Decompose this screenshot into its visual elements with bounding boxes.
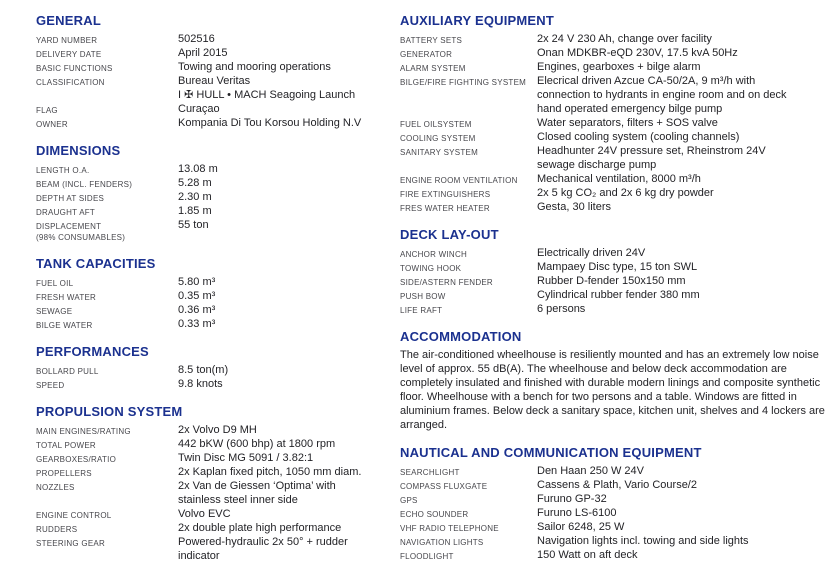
spec-label (400, 274, 537, 288)
section-title-propulsion-system: PROPULSION SYSTEM (36, 404, 183, 419)
spec-value (178, 451, 400, 465)
section-title-tank-capacities: TANK CAPACITIES (36, 256, 156, 271)
spec-value (537, 548, 828, 562)
spec-row-flag (36, 102, 400, 116)
spec-row-gearboxes-ratio (36, 451, 400, 465)
spec-label-line: LENGTH O.A. (36, 166, 90, 175)
spec-value (178, 162, 400, 176)
spec-value (178, 535, 400, 563)
spec-label (400, 548, 537, 562)
spec-value (178, 46, 400, 60)
spec-row-towing-hook (400, 260, 828, 274)
spec-label (36, 437, 178, 451)
section-propulsion-system (36, 404, 400, 563)
spec-row-anchor-winch (400, 246, 828, 260)
spec-value (537, 274, 828, 288)
spec-value (537, 302, 828, 316)
spec-value-line: connection to hydrants in engine room and on deck (537, 89, 787, 101)
spec-label-line: FRES WATER HEATER (400, 204, 490, 213)
spec-label-line: FRESH WATER (36, 293, 97, 302)
spec-label-line: ENGINE CONTROL (36, 511, 112, 520)
spec-value-line: I ✠ HULL • MACH Seagoing Launch (178, 89, 356, 101)
spec-value (178, 32, 400, 46)
spec-row-classification (36, 74, 400, 102)
left-column (36, 13, 400, 576)
spec-value-line: Mampaey Disc type, 15 ton SWL (537, 261, 698, 273)
spec-value-line: Elecrical driven Azcue CA-50/2A, 9 m³/h with (537, 75, 756, 87)
spec-value-line: Navigation lights incl. towing and side lights (537, 535, 749, 547)
spec-value-line: 0.33 m³ (178, 318, 216, 330)
spec-value-line: 8.5 ton(m) (178, 364, 229, 376)
spec-row-life-raft (400, 302, 828, 316)
spec-label (400, 478, 537, 492)
spec-row-bilge-water (36, 317, 400, 331)
spec-row-rudders (36, 521, 400, 535)
spec-value (178, 479, 400, 507)
spec-label (36, 465, 178, 479)
spec-value-line: Cassens & Plath, Vario Course/2 (537, 479, 697, 491)
spec-label-line: FLOODLIGHT (400, 552, 454, 561)
spec-label-line: BASIC FUNCTIONS (36, 64, 113, 73)
spec-label-line: ALARM SYSTEM (400, 64, 466, 73)
spec-label-line: TOWING HOOK (400, 264, 462, 273)
spec-label (36, 521, 178, 535)
spec-value (537, 60, 828, 74)
spec-label (36, 317, 178, 331)
spec-label (400, 172, 537, 186)
spec-value-line: Water separators, filters + SOS valve (537, 117, 718, 129)
spec-value-line: Towing and mooring operations (178, 61, 331, 73)
spec-label (400, 46, 537, 60)
spec-label-line: SANITARY SYSTEM (400, 148, 478, 157)
spec-value-line: Kompania Di Tou Korsou Holding N.V (178, 117, 362, 129)
spec-value-line: 0.36 m³ (178, 304, 216, 316)
spec-label (36, 303, 178, 317)
spec-value (537, 200, 828, 214)
spec-row-sewage (36, 303, 400, 317)
spec-label-line: SIDE/ASTERN FENDER (400, 278, 493, 287)
section-title-general: GENERAL (36, 13, 101, 28)
spec-label-line: PUSH BOW (400, 292, 446, 301)
spec-label (36, 162, 178, 176)
spec-label-line: BILGE WATER (36, 321, 93, 330)
spec-value-line: Furuno GP-32 (537, 493, 607, 505)
spec-label (400, 520, 537, 534)
spec-value (178, 423, 400, 437)
spec-label (400, 288, 537, 302)
spec-row-speed (36, 377, 400, 391)
spec-value (537, 260, 828, 274)
spec-label-line: DISPLACEMENT (36, 222, 102, 231)
spec-label (36, 507, 178, 521)
spec-label-line: RUDDERS (36, 525, 78, 534)
spec-label-line: VHF RADIO TELEPHONE (400, 524, 499, 533)
spec-row-navigation-lights (400, 534, 828, 548)
spec-label (36, 423, 178, 437)
spec-label-line: TOTAL POWER (36, 441, 96, 450)
spec-value-line: 0.35 m³ (178, 290, 216, 302)
spec-value-line: sewage discharge pump (537, 159, 657, 171)
spec-row-total-power (36, 437, 400, 451)
spec-value (178, 218, 400, 243)
spec-value (178, 507, 400, 521)
spec-label (400, 200, 537, 214)
spec-value-line: 13.08 m (178, 163, 218, 175)
spec-label (400, 144, 537, 172)
spec-label (36, 32, 178, 46)
spec-label-line: NOZZLES (36, 483, 75, 492)
spec-label-line: STEERING GEAR (36, 539, 106, 548)
spec-label (36, 377, 178, 391)
spec-value (178, 363, 400, 377)
spec-value-line: Gesta, 30 liters (537, 201, 611, 213)
spec-value (178, 60, 400, 74)
spec-value (537, 46, 828, 60)
spec-label (36, 46, 178, 60)
spec-label (400, 130, 537, 144)
spec-value (537, 130, 828, 144)
spec-value (178, 204, 400, 218)
spec-value-line: 2x 24 V 230 Ah, change over facility (537, 33, 712, 45)
spec-label-line: GPS (400, 496, 418, 505)
spec-value (537, 172, 828, 186)
spec-label-line: DRAUGHT AFT (36, 208, 96, 217)
spec-value (178, 102, 400, 116)
spec-label (36, 535, 178, 563)
spec-label (400, 464, 537, 478)
spec-label-line: YARD NUMBER (36, 36, 98, 45)
spec-row-length-o-a (36, 162, 400, 176)
spec-value (537, 116, 828, 130)
spec-label (36, 190, 178, 204)
spec-row-fres-water-heater (400, 200, 828, 214)
spec-label-line: ANCHOR WINCH (400, 250, 467, 259)
spec-value (537, 288, 828, 302)
spec-label (36, 451, 178, 465)
spec-value-line: 2.30 m (178, 191, 212, 203)
spec-label (400, 32, 537, 46)
spec-label-line: BILGE/FIRE FIGHTING SYSTEM (400, 78, 527, 87)
spec-row-searchlight (400, 464, 828, 478)
spec-value-line: Rubber D-fender 150x150 mm (537, 275, 686, 287)
spec-row-nozzles (36, 479, 400, 507)
spec-label-line: COMPASS FLUXGATE (400, 482, 488, 491)
spec-label (36, 60, 178, 74)
accommodation-text: The air-conditioned wheelhouse is resiliently mounted and has an extremely low noise level of approx. 55 dB(A). The wheelhouse and below deck accommodation are completely insulated and finished with durable modern linings and composite synthetic floor. Wheelhouse with a bench for two persons and a table. Windows are fitted in aluminium frames. Below deck a sanitary space, kitchen unit, shelves and 4 lockers are arranged. (400, 349, 825, 431)
spec-value (178, 437, 400, 451)
spec-label (36, 204, 178, 218)
section-title-performances: PERFORMANCES (36, 344, 149, 359)
spec-label-line: OWNER (36, 120, 68, 129)
spec-label-line: FUEL OILSYSTEM (400, 120, 472, 129)
spec-label-line: FLAG (36, 106, 58, 115)
spec-value-line: 5.80 m³ (178, 276, 216, 288)
section-deck-lay-out (400, 227, 828, 316)
spec-value-line: Onan MDKBR-eQD 230V, 17.5 kvA 50Hz (537, 47, 738, 59)
spec-label (36, 102, 178, 116)
spec-label (400, 492, 537, 506)
spec-label-line: SPEED (36, 381, 65, 390)
spec-value (178, 289, 400, 303)
spec-value (178, 465, 400, 479)
spec-value-line: Curaçao (178, 103, 220, 115)
spec-value-line: Twin Disc MG 5091 / 3.82:1 (178, 452, 314, 464)
spec-row-echo-sounder (400, 506, 828, 520)
spec-row-fresh-water (36, 289, 400, 303)
section-title-accommodation: ACCOMMODATION (400, 329, 522, 344)
spec-row-alarm-system (400, 60, 828, 74)
spec-value-line: Electrically driven 24V (537, 247, 646, 259)
spec-value-line: stainless steel inner side (178, 494, 298, 506)
spec-value-line: 55 ton (178, 219, 209, 231)
spec-label (400, 60, 537, 74)
spec-value-line: April 2015 (178, 47, 228, 59)
spec-label (400, 186, 537, 200)
spec-value (537, 506, 828, 520)
spec-row-battery-sets (400, 32, 828, 46)
spec-row-yard-number (36, 32, 400, 46)
spec-value-line: 2x double plate high performance (178, 522, 342, 534)
spec-label (400, 302, 537, 316)
section-accommodation (400, 329, 828, 432)
spec-value-line: 2x Van de Giessen ‘Optima’ with (178, 480, 336, 492)
spec-label-line: ENGINE ROOM VENTILATION (400, 176, 518, 185)
spec-label-line: GEARBOXES/RATIO (36, 455, 117, 464)
spec-value-line: hand operated emergency bilge pump (537, 103, 723, 115)
spec-row-side-astern-fender (400, 274, 828, 288)
spec-row-main-engines-rating (36, 423, 400, 437)
spec-value (178, 74, 400, 102)
section-title-dimensions: DIMENSIONS (36, 143, 121, 158)
spec-label-line: BEAM (INCL. FENDERS) (36, 180, 133, 189)
section-dimensions (36, 143, 400, 243)
spec-value (537, 520, 828, 534)
spec-value (537, 478, 828, 492)
spec-value-line: Cylindrical rubber fender 380 mm (537, 289, 700, 301)
spec-label (36, 176, 178, 190)
spec-label (36, 363, 178, 377)
spec-value-line: Furuno LS-6100 (537, 507, 617, 519)
spec-label-line: COOLING SYSTEM (400, 134, 476, 143)
section-auxiliary-equipment (400, 13, 828, 214)
spec-label-line: MAIN ENGINES/RATING (36, 427, 131, 436)
spec-label (36, 275, 178, 289)
spec-row-steering-gear (36, 535, 400, 563)
section-performances (36, 344, 400, 391)
spec-row-delivery-date (36, 46, 400, 60)
spec-label (400, 246, 537, 260)
spec-label (36, 289, 178, 303)
spec-row-engine-control (36, 507, 400, 521)
spec-value (178, 275, 400, 289)
spec-value-line: 150 Watt on aft deck (537, 549, 638, 561)
section-title-auxiliary-equipment: AUXILIARY EQUIPMENT (400, 13, 555, 28)
spec-row-push-bow (400, 288, 828, 302)
spec-value-line: 5.28 m (178, 177, 212, 189)
spec-value-line: Headhunter 24V pressure set, Rheinstrom 24V (537, 145, 766, 157)
section-general (36, 13, 400, 130)
spec-label (400, 116, 537, 130)
section-title-nautical-and-communication-equipment: NAUTICAL AND COMMUNICATION EQUIPMENT (400, 445, 702, 460)
spec-value (178, 377, 400, 391)
spec-row-basic-functions (36, 60, 400, 74)
spec-value-line: 6 persons (537, 303, 586, 315)
spec-label-line: NAVIGATION LIGHTS (400, 538, 484, 547)
spec-value-line: Mechanical ventilation, 8000 m³/h (537, 173, 701, 185)
spec-label (36, 479, 178, 507)
spec-value-line: 442 bKW (600 bhp) at 1800 rpm (178, 438, 336, 450)
spec-value-line: 1.85 m (178, 205, 212, 217)
spec-value (178, 303, 400, 317)
spec-label-line: LIFE RAFT (400, 306, 443, 315)
spec-value (537, 144, 828, 172)
spec-label-line: SEWAGE (36, 307, 73, 316)
spec-label-line: (98% CONSUMABLES) (36, 233, 126, 242)
spec-value (537, 246, 828, 260)
spec-label-line: DEPTH AT SIDES (36, 194, 105, 203)
spec-value (537, 464, 828, 478)
spec-value-line: Volvo EVC (178, 508, 231, 520)
spec-row-fuel-oil (36, 275, 400, 289)
section-nautical-and-communication-equipment (400, 445, 828, 562)
spec-label (400, 534, 537, 548)
spec-label-line: BATTERY SETS (400, 36, 463, 45)
spec-row-bilge-fire-fighting-system (400, 74, 828, 116)
spec-label (36, 218, 178, 243)
spec-row-propellers (36, 465, 400, 479)
spec-label-line: SEARCHLIGHT (400, 468, 460, 477)
spec-value-line: 2x Kaplan fixed pitch, 1050 mm diam. (178, 466, 362, 478)
spec-row-owner (36, 116, 400, 130)
spec-value-line: 2x 5 kg CO₂ and 2x 6 kg dry powder (537, 187, 714, 199)
spec-label (400, 260, 537, 274)
spec-label-line: PROPELLERS (36, 469, 92, 478)
spec-row-fuel-oilsystem (400, 116, 828, 130)
spec-value (178, 116, 400, 130)
spec-value (178, 521, 400, 535)
spec-value (537, 186, 828, 200)
spec-label-line: FIRE EXTINGUISHERS (400, 190, 491, 199)
spec-label-line: BOLLARD PULL (36, 367, 99, 376)
spec-value-line: 502516 (178, 33, 215, 45)
spec-value (537, 534, 828, 548)
spec-row-displacement (36, 218, 400, 243)
section-tank-capacities (36, 256, 400, 331)
spec-label (36, 74, 178, 102)
spec-label-line: ECHO SOUNDER (400, 510, 469, 519)
spec-value-line: Sailor 6248, 25 W (537, 521, 625, 533)
spec-row-compass-fluxgate (400, 478, 828, 492)
spec-value (537, 32, 828, 46)
spec-label-line: DELIVERY DATE (36, 50, 102, 59)
spec-value (537, 74, 828, 116)
spec-row-fire-extinguishers (400, 186, 828, 200)
spec-value-line: Engines, gearboxes + bilge alarm (537, 61, 701, 73)
spec-value (178, 176, 400, 190)
spec-value-line: Den Haan 250 W 24V (537, 465, 645, 477)
spec-label-line: FUEL OIL (36, 279, 74, 288)
spec-value-line: Closed cooling system (cooling channels) (537, 131, 740, 143)
spec-row-engine-room-ventilation (400, 172, 828, 186)
spec-value-line: indicator (178, 550, 220, 562)
spec-row-bollard-pull (36, 363, 400, 377)
spec-value (178, 190, 400, 204)
spec-value-line: 2x Volvo D9 MH (178, 424, 257, 436)
spec-row-cooling-system (400, 130, 828, 144)
spec-row-beam-incl-fenders (36, 176, 400, 190)
spec-value-line: Powered-hydraulic 2x 50° + rudder (178, 536, 348, 548)
spec-label-line: GENERATOR (400, 50, 453, 59)
spec-row-floodlight (400, 548, 828, 562)
spec-row-vhf-radio-telephone (400, 520, 828, 534)
spec-value (178, 317, 400, 331)
section-title-deck-lay-out: DECK LAY-OUT (400, 227, 499, 242)
spec-value-line: Bureau Veritas (178, 75, 251, 87)
spec-row-gps (400, 492, 828, 506)
spec-label (400, 74, 537, 116)
right-column (400, 13, 828, 576)
spec-label (36, 116, 178, 130)
spec-row-draught-aft (36, 204, 400, 218)
spec-label-line: CLASSIFICATION (36, 78, 105, 87)
spec-value-line: 9.8 knots (178, 378, 223, 390)
spec-row-depth-at-sides (36, 190, 400, 204)
spec-value (537, 492, 828, 506)
spec-row-generator (400, 46, 828, 60)
spec-label (400, 506, 537, 520)
spec-row-sanitary-system (400, 144, 828, 172)
